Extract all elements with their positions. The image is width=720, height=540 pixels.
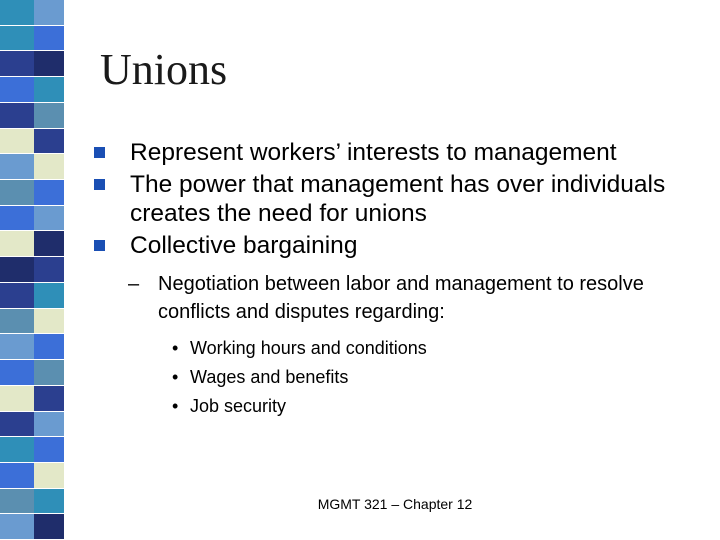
side-bar-block [0, 77, 34, 103]
side-bar-block [34, 360, 64, 386]
bullet-list [94, 138, 704, 421]
side-bar-block [0, 206, 34, 232]
sub-sub-bullet-text: Job security [190, 396, 287, 416]
side-bar-block [0, 0, 34, 26]
side-bar-column-right [34, 0, 64, 540]
side-bar-block [34, 283, 64, 309]
bullet-text: The power that management has over individuals creates the need for unions [130, 171, 666, 227]
side-bar-block [0, 360, 34, 386]
side-bar-block [0, 231, 34, 257]
side-bar-block [34, 206, 64, 232]
side-bar-block [34, 437, 64, 463]
dot-bullet-icon: • [172, 338, 179, 358]
side-bar-block [0, 463, 34, 489]
sub-sub-bullet-item [94, 392, 704, 421]
square-bullet-icon [94, 240, 105, 251]
square-bullet-icon [94, 179, 105, 190]
side-bar-block [0, 437, 34, 463]
side-bar-block [0, 412, 34, 438]
dot-bullet-icon: • [172, 396, 179, 416]
side-bar-block [34, 51, 64, 77]
side-bar-block [34, 386, 64, 412]
slide-footer: MGMT 321 – Chapter 12 [317, 496, 473, 512]
side-bar-column-left [0, 0, 34, 540]
side-bar-block [0, 257, 34, 283]
side-bar-block [0, 129, 34, 155]
square-bullet-icon [94, 147, 105, 158]
bullet-text: Represent workers’ interests to management [130, 139, 617, 166]
side-bar-block [34, 231, 64, 257]
side-bar-block [34, 103, 64, 129]
bullet-item [94, 170, 704, 228]
side-bar-block [0, 26, 34, 52]
side-bar-block [34, 463, 64, 489]
side-bar-block [34, 514, 64, 540]
side-bar-block [0, 283, 34, 309]
bullet-item [94, 231, 704, 260]
bullet-item [94, 138, 704, 167]
side-bar-block [34, 334, 64, 360]
side-bar-block [34, 180, 64, 206]
sub-sub-bullet-text: Working hours and conditions [190, 338, 427, 358]
side-bar-block [0, 386, 34, 412]
side-bar-block [0, 51, 34, 77]
sub-sub-bullet-text: Wages and benefits [190, 367, 349, 387]
side-bar-block [0, 309, 34, 335]
side-bar-block [34, 77, 64, 103]
side-bar-block [0, 103, 34, 129]
sub-sub-bullet-item [94, 334, 704, 363]
side-bar-block [34, 412, 64, 438]
dot-bullet-icon: • [172, 367, 179, 387]
bullet-text: Collective bargaining [130, 232, 358, 259]
sub-bullet-text: Negotiation between labor and management to resolve conflicts and disputes regarding: [158, 273, 644, 323]
side-bar-block [34, 26, 64, 52]
side-bar-block [34, 129, 64, 155]
sub-bullet-item [94, 270, 704, 326]
slide-title: Unions [100, 45, 228, 94]
sub-sub-bullet-list [94, 334, 704, 421]
side-bar-block [34, 257, 64, 283]
side-bar-block [0, 154, 34, 180]
sub-sub-bullet-item [94, 363, 704, 392]
side-bar-block [0, 334, 34, 360]
side-bar-block [34, 309, 64, 335]
side-bar-block [0, 180, 34, 206]
dash-bullet-icon: – [128, 273, 140, 295]
side-bar-block [0, 514, 34, 540]
side-bar-block [34, 154, 64, 180]
decorative-side-bar [0, 0, 64, 540]
side-bar-block [34, 0, 64, 26]
